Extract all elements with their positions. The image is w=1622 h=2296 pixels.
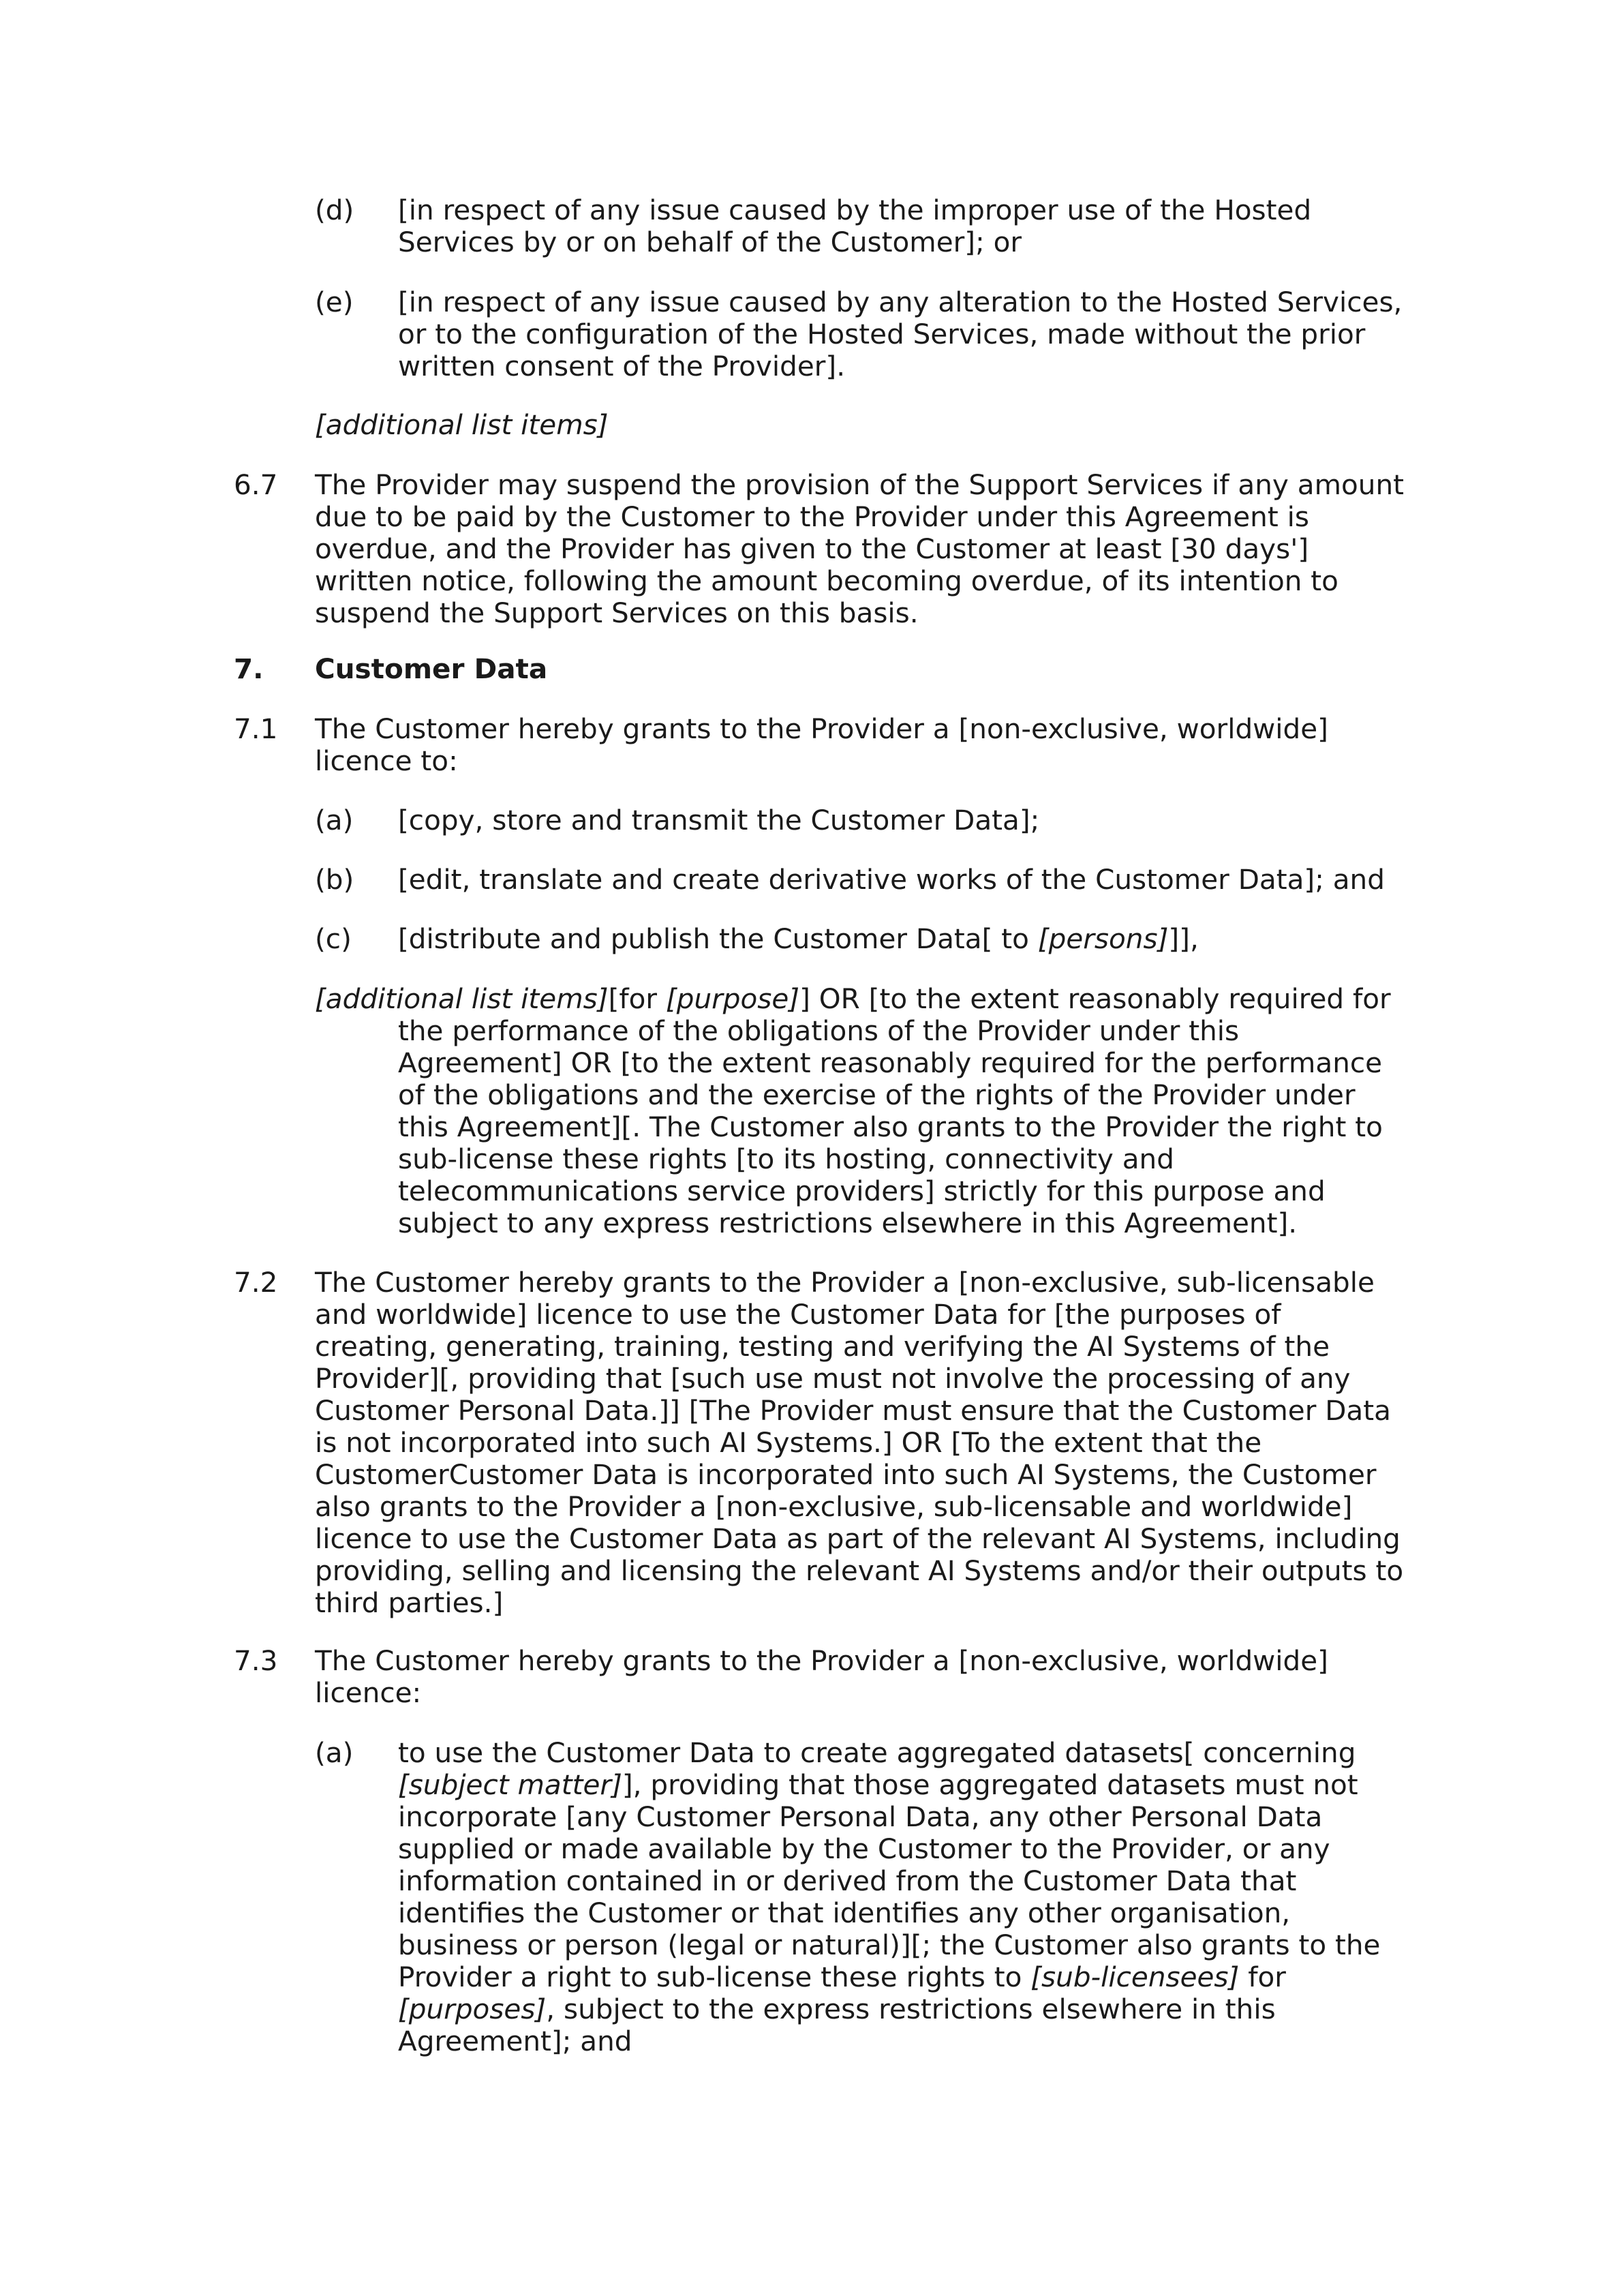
text-line <box>398 1961 1380 1993</box>
clause-7-1-tail-lead <box>315 983 1391 1015</box>
text-line: the performance of the obligations of the Provider under this <box>398 1014 1240 1047</box>
text-line: The Provider may suspend the provision of the Support Services if any amount <box>315 468 1405 501</box>
list-marker: (c) <box>315 922 352 955</box>
clause-number: 6.7 <box>234 468 278 501</box>
text-line: CustomerCustomer Data is incorporated into such AI Systems, the Customer <box>315 1458 1377 1491</box>
italic-text: [sub-licensees] <box>1030 1961 1240 1993</box>
clause-7-2 <box>315 1267 1403 1619</box>
italic-text: [persons] <box>1037 922 1169 955</box>
text-line: [in respect of any issue caused by the improper use of the Hosted <box>398 194 1312 226</box>
text-line: suspend the Support Services on this basis. <box>315 596 919 629</box>
list-marker: (b) <box>315 863 354 896</box>
text-line: information contained in or derived from the Customer Data that <box>398 1864 1297 1897</box>
clause-7-1-tail <box>398 1015 1383 1239</box>
italic-text: [purposes] <box>398 1993 547 2025</box>
text-line: third parties.] <box>315 1586 504 1619</box>
clause-number: 7.3 <box>234 1644 278 1677</box>
list-marker: (a) <box>315 804 354 836</box>
text-line: business or person (legal or natural)][; the Customer also grants to the <box>398 1929 1381 1961</box>
text-line <box>398 1993 1380 2025</box>
list-marker: (e) <box>315 286 354 318</box>
text-line: Customer Personal Data.]] [The Provider must ensure that the Customer Data <box>315 1394 1391 1427</box>
section-number: 7. <box>234 652 264 685</box>
text-line: written notice, following the amount becoming overdue, of its intention to <box>315 564 1338 597</box>
text-line: Provider][, providing that [such use must not involve the processing of any <box>315 1362 1351 1395</box>
text-line: subject to any express restrictions elsewhere in this Agreement]. <box>398 1207 1298 1239</box>
text-line: also grants to the Provider a [non-exclusive, sub-licensable and worldwide] <box>315 1490 1353 1523</box>
additional-list-items <box>315 409 609 441</box>
text-line: supplied or made available by the Customer to the Provider, or any <box>398 1832 1330 1865</box>
text-line: is not incorporated into such AI Systems.] OR [To the extent that the <box>315 1426 1262 1459</box>
clause-number: 7.2 <box>234 1266 278 1299</box>
text-line <box>398 1769 1380 1801</box>
text-line: telecommunications service providers] strictly for this purpose and <box>398 1175 1326 1207</box>
text-line: licence: <box>315 1676 422 1709</box>
italic-text: [purpose] <box>665 982 800 1015</box>
clause-7-3-item-a <box>398 1737 1380 2057</box>
list-marker: (a) <box>315 1736 354 1769</box>
list-item-b: [edit, translate and create derivative works of the Customer Data]; and <box>398 863 1385 896</box>
text-run: for <box>1239 1961 1286 1993</box>
text-line: creating, generating, training, testing and verifying the AI Systems of the <box>315 1330 1330 1363</box>
text-run: ]], <box>1168 922 1199 955</box>
clause-6-7 <box>315 469 1404 629</box>
list-marker: (d) <box>315 194 354 226</box>
clause-7-1 <box>315 713 1328 777</box>
text-line: to use the Customer Data to create aggregated datasets[ concerning <box>398 1736 1356 1769</box>
text-line: written consent of the Provider]. <box>398 350 846 382</box>
text-line: overdue, and the Provider has given to the Customer at least [30 days'] <box>315 532 1309 565</box>
text-run: , subject to the express restrictions elsewhere in this <box>546 1993 1276 2025</box>
list-item-d <box>398 194 1311 258</box>
text-run: ] OR [to the extent reasonably required for <box>799 982 1391 1015</box>
text-line: The Customer hereby grants to the Provider a [non-exclusive, worldwide] <box>315 1644 1328 1677</box>
list-item-e <box>398 286 1402 382</box>
section-title: Customer Data <box>315 652 548 685</box>
text-line: incorporate [any Customer Personal Data, any other Personal Data <box>398 1800 1323 1833</box>
text-run: Provider a right to sub-license these rights to <box>398 1961 1031 1993</box>
text-line: providing, selling and licensing the relevant AI Systems and/or their outputs to <box>315 1554 1404 1587</box>
clause-number: 7.1 <box>234 712 278 745</box>
italic-text: [additional list items] <box>315 982 609 1015</box>
text-line: Agreement]; and <box>398 2025 632 2057</box>
clause-7-3 <box>315 1645 1328 1709</box>
text-line: licence to use the Customer Data as part of the relevant AI Systems, including <box>315 1522 1401 1555</box>
text-line: Agreement] OR [to the extent reasonably required for the performance <box>398 1046 1383 1079</box>
text-line: this Agreement][. The Customer also grants to the Provider the right to <box>398 1111 1383 1143</box>
text-line: due to be paid by the Customer to the Provider under this Agreement is <box>315 500 1309 533</box>
italic-text: [additional list items] <box>315 408 609 441</box>
text-run: ], providing that those aggregated datasets must not <box>622 1768 1358 1801</box>
text-line: licence to: <box>315 744 458 777</box>
text-run: [for <box>608 982 666 1015</box>
text-line: Services by or on behalf of the Customer]; or <box>398 226 1022 258</box>
text-line: identifies the Customer or that identifies any other organisation, <box>398 1897 1291 1929</box>
text-line: [in respect of any issue caused by any alteration to the Hosted Services, <box>398 286 1403 318</box>
text-line: and worldwide] licence to use the Customer Data for [the purposes of <box>315 1298 1281 1331</box>
text-line: of the obligations and the exercise of the rights of the Provider under <box>398 1078 1356 1111</box>
text-line: The Customer hereby grants to the Provider a [non-exclusive, worldwide] <box>315 712 1328 745</box>
text-line: or to the configuration of the Hosted Services, made without the prior <box>398 318 1366 350</box>
text-line: sub-license these rights [to its hosting, connectivity and <box>398 1143 1174 1175</box>
text-run: [distribute and publish the Customer Data[ to <box>398 922 1038 955</box>
text-line: The Customer hereby grants to the Provider a [non-exclusive, sub-licensable <box>315 1266 1375 1299</box>
italic-text: [subject matter] <box>398 1768 622 1801</box>
list-item-a: [copy, store and transmit the Customer Data]; <box>398 804 1040 836</box>
list-item-c <box>398 923 1199 955</box>
